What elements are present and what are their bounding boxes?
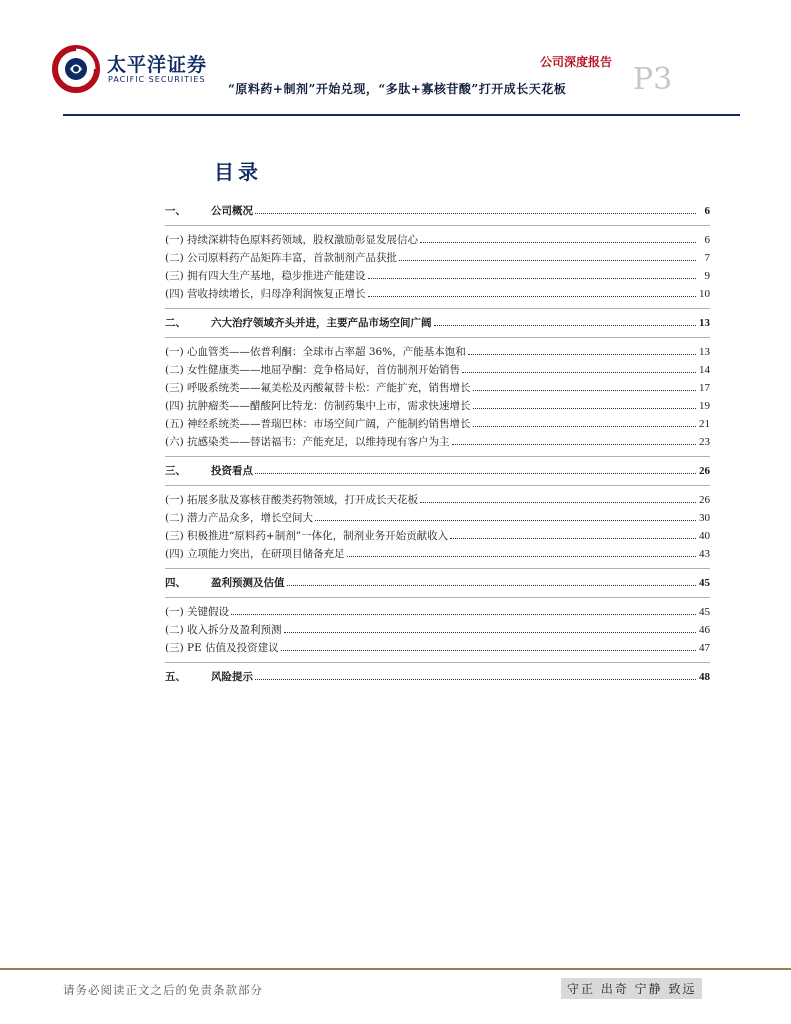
toc-subsection-page: 40: [699, 530, 710, 542]
toc-section-number: 一、: [165, 205, 186, 217]
toc-dot-leader: [284, 631, 696, 633]
toc-subsection-page: 26: [699, 494, 710, 506]
toc-section-row[interactable]: [165, 575, 710, 593]
toc-section-number: 二、: [165, 317, 186, 329]
toc-separator: [165, 662, 710, 664]
toc-subsection-title: (六) 抗感染类——替诺福韦：产能充足，以维持现有客户为主: [165, 436, 450, 448]
toc-section-number: 四、: [165, 577, 186, 589]
toc-separator: [165, 568, 710, 570]
toc-subsection-row[interactable]: [165, 286, 710, 304]
toc-section-number: 五、: [165, 671, 186, 683]
toc-subsection-row[interactable]: [165, 250, 710, 268]
toc-separator: [165, 308, 710, 310]
page-header: [0, 0, 791, 120]
toc-subsection-page: 23: [699, 436, 710, 448]
toc-subsection-title: (三) PE 估值及投资建议: [165, 642, 279, 654]
toc-section-page: 48: [699, 671, 710, 683]
toc-dot-leader: [255, 472, 696, 474]
toc-subsection-page: 7: [704, 252, 710, 264]
toc-dot-leader: [231, 613, 696, 615]
toc-separator: [165, 225, 710, 227]
toc-subsection-page: 13: [699, 346, 710, 358]
toc-dot-leader: [287, 584, 697, 586]
toc-subsection-page: 43: [699, 548, 710, 560]
toc-subsection-title: (二) 潜力产品众多，增长空间大: [165, 512, 314, 524]
toc-subsection-page: 6: [704, 234, 710, 246]
toc-separator: [165, 597, 710, 599]
toc-subsection-row[interactable]: [165, 362, 710, 380]
toc-subsection-page: 17: [699, 382, 710, 394]
toc-subsection-title: (三) 拥有四大生产基地，稳步推进产能建设: [165, 270, 366, 282]
table-of-contents: [165, 203, 710, 687]
toc-section-row[interactable]: [165, 203, 710, 221]
toc-dot-leader: [473, 425, 696, 427]
toc-subsection-title: (二) 女性健康类——地屈孕酮：竞争格局好，首仿制剂开始销售: [165, 364, 461, 376]
toc-subsection-row[interactable]: [165, 434, 710, 452]
toc-subsection-page: 10: [699, 288, 710, 300]
toc-section-page: 45: [699, 577, 710, 589]
toc-subsection-row[interactable]: [165, 546, 710, 564]
logo-chinese-name: 太平洋证券: [107, 54, 208, 76]
toc-subsection-page: 46: [699, 624, 710, 636]
toc-subsection-row[interactable]: [165, 416, 710, 434]
toc-section-title: 风险提示: [211, 671, 253, 683]
page-number: P3: [633, 62, 673, 97]
toc-subsection-row[interactable]: [165, 232, 710, 250]
toc-dot-leader: [315, 519, 696, 521]
toc-subsection-title: (四) 立项能力突出，在研项目储备充足: [165, 548, 345, 560]
toc-subsection-row[interactable]: [165, 510, 710, 528]
toc-subsection-title: (二) 公司原料药产品矩阵丰富，首款制剂产品获批: [165, 252, 398, 264]
pacific-securities-logo-icon: [50, 42, 102, 94]
toc-subsection-title: (一) 关键假设: [165, 606, 230, 618]
toc-dot-leader: [452, 443, 696, 445]
toc-section-row[interactable]: [165, 463, 710, 481]
toc-dot-leader: [399, 259, 696, 261]
report-title: “原料药+制剂”开始兑现，“多肽+寡核苷酸”打开成长天花板: [228, 82, 567, 96]
toc-dot-leader: [368, 295, 696, 297]
toc-separator: [165, 456, 710, 458]
toc-subsection-title: (四) 抗肿瘤类——醋酸阿比特龙：仿制药集中上市，需求快速增长: [165, 400, 471, 412]
toc-subsection-page: 45: [699, 606, 710, 618]
toc-subsection-page: 21: [699, 418, 710, 430]
company-logo: [50, 42, 210, 98]
toc-subsection-row[interactable]: [165, 640, 710, 658]
footer-divider: [0, 968, 791, 970]
toc-dot-leader: [450, 537, 696, 539]
toc-subsection-page: 9: [704, 270, 710, 282]
toc-dot-leader: [281, 649, 696, 651]
toc-section-row[interactable]: [165, 669, 710, 687]
toc-section-title: 六大治疗领域齐头并进，主要产品市场空间广阔: [211, 317, 432, 329]
toc-section-row[interactable]: [165, 315, 710, 333]
toc-section-page: 13: [699, 317, 710, 329]
toc-separator: [165, 485, 710, 487]
toc-subsection-title: (一) 持续深耕特色原料药领域，股权激励彰显发展信心: [165, 234, 419, 246]
toc-section-title: 投资看点: [211, 465, 253, 477]
toc-heading: 目录: [214, 160, 262, 184]
toc-subsection-row[interactable]: [165, 604, 710, 622]
footer-motto: 守正 出奇 宁静 致远: [561, 978, 702, 999]
toc-subsection-row[interactable]: [165, 622, 710, 640]
toc-dot-leader: [434, 324, 697, 326]
toc-section-page: 6: [704, 205, 710, 217]
toc-section-number: 三、: [165, 465, 186, 477]
toc-dot-leader: [420, 501, 696, 503]
toc-section-title: 盈利预测及估值: [211, 577, 285, 589]
toc-subsection-title: (三) 积极推进“原料药+制剂”一体化，制剂业务开始贡献收入: [165, 530, 449, 542]
toc-subsection-row[interactable]: [165, 268, 710, 286]
toc-subsection-row[interactable]: [165, 492, 710, 510]
toc-subsection-title: (三) 呼吸系统类——氟美松及丙酸氟替卡松：产能扩充，销售增长: [165, 382, 471, 394]
toc-subsection-page: 14: [699, 364, 710, 376]
toc-dot-leader: [473, 389, 696, 391]
toc-dot-leader: [255, 212, 696, 214]
toc-subsection-title: (四) 营收持续增长，归母净利润恢复正增长: [165, 288, 366, 300]
toc-subsection-row[interactable]: [165, 380, 710, 398]
toc-subsection-title: (一) 拓展多肽及寡核苷酸类药物领域，打开成长天花板: [165, 494, 419, 506]
toc-dot-leader: [468, 353, 696, 355]
toc-subsection-page: 30: [699, 512, 710, 524]
toc-dot-leader: [473, 407, 696, 409]
toc-subsection-page: 47: [699, 642, 710, 654]
toc-subsection-row[interactable]: [165, 344, 710, 362]
toc-dot-leader: [368, 277, 696, 279]
toc-dot-leader: [347, 555, 696, 557]
report-type: 公司深度报告: [540, 55, 613, 69]
toc-dot-leader: [462, 371, 696, 373]
toc-dot-leader: [255, 678, 696, 680]
footer-disclaimer: 请务必阅读正文之后的免责条款部分: [63, 983, 263, 997]
toc-subsection-title: (五) 神经系统类——普瑞巴林：市场空间广阔，产能制约销售增长: [165, 418, 471, 430]
toc-subsection-row[interactable]: [165, 398, 710, 416]
toc-separator: [165, 337, 710, 339]
toc-subsection-title: (一) 心血管类——依普利酮：全球市占率超 36%，产能基本饱和: [165, 346, 466, 358]
logo-english-name: PACIFIC SECURITIES: [108, 75, 206, 84]
toc-dot-leader: [420, 241, 696, 243]
header-divider: [63, 114, 740, 116]
toc-section-page: 26: [699, 465, 710, 477]
toc-subsection-row[interactable]: [165, 528, 710, 546]
toc-subsection-title: (二) 收入拆分及盈利预测: [165, 624, 282, 636]
toc-section-title: 公司概况: [211, 205, 253, 217]
toc-subsection-page: 19: [699, 400, 710, 412]
